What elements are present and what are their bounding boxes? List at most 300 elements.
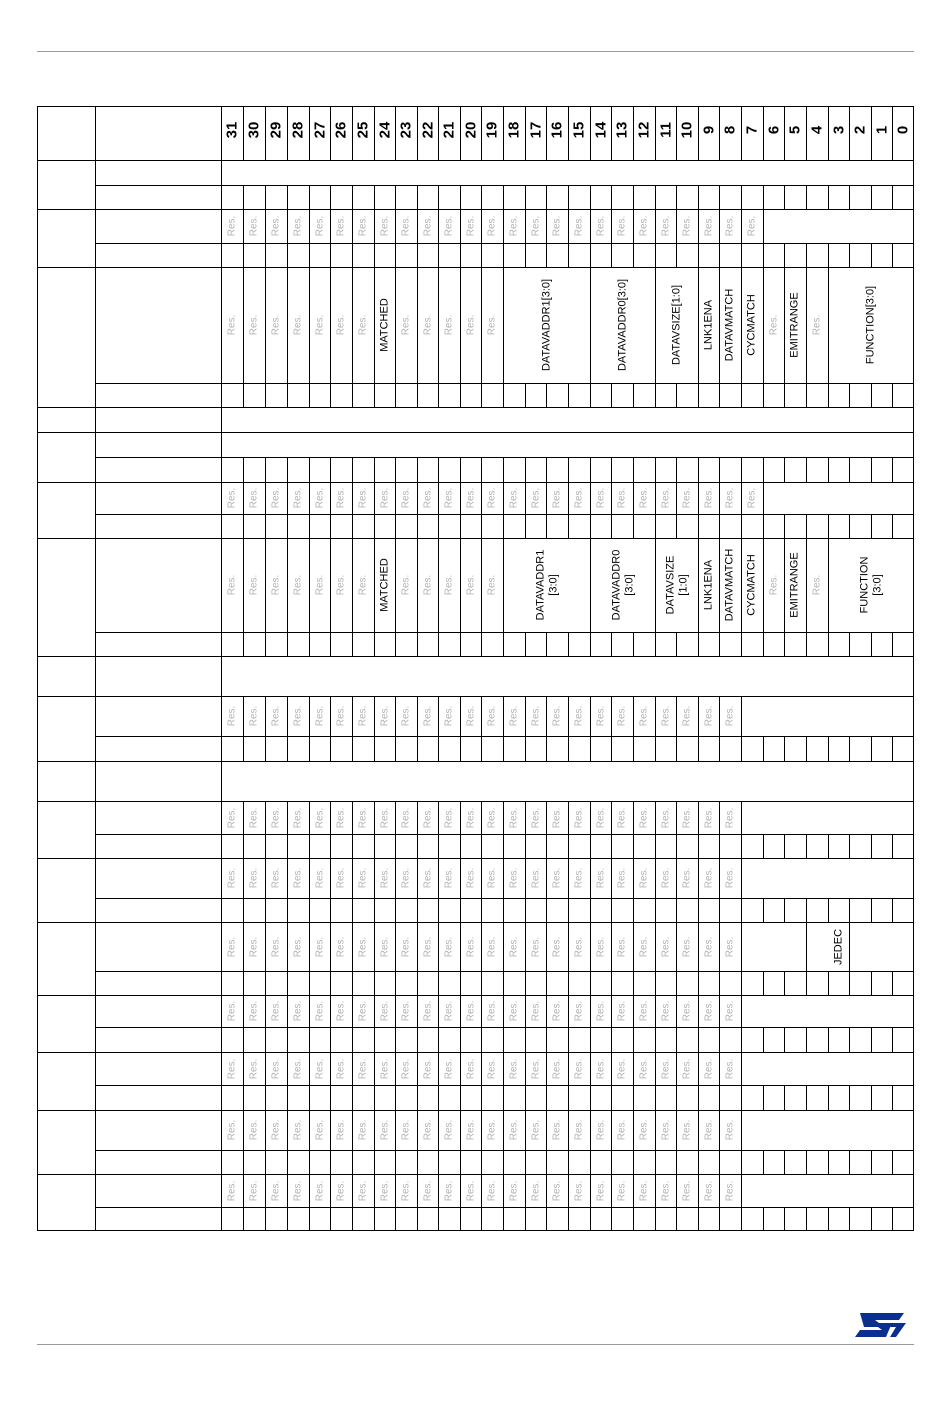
datavsize-field-line1: DATAVSIZE bbox=[663, 555, 676, 615]
reserved-bit-22 bbox=[417, 1110, 438, 1150]
bit-column-line bbox=[460, 632, 461, 656]
reserved-bit-23 bbox=[395, 1174, 417, 1207]
bit-column-line bbox=[849, 1085, 850, 1110]
reserved-bit-18 bbox=[503, 858, 525, 898]
row-separator bbox=[95, 632, 914, 633]
bit-column-line bbox=[633, 632, 634, 656]
bit-column-line bbox=[352, 514, 353, 538]
reserved-bit-31 bbox=[221, 858, 243, 898]
bit-column-line bbox=[676, 736, 677, 761]
reserved-bit-26 bbox=[330, 858, 352, 898]
row-separator bbox=[95, 383, 914, 384]
bit-column-line bbox=[719, 383, 720, 407]
bit-column-line bbox=[741, 514, 742, 538]
bit-column-line bbox=[417, 971, 418, 995]
bit-column-line bbox=[265, 1207, 266, 1230]
reserved-bit-8 bbox=[719, 858, 741, 898]
reserved-bit-20 bbox=[460, 1052, 481, 1085]
bit-column-line bbox=[676, 632, 677, 656]
reserved-bit-25-text: Res. bbox=[357, 215, 369, 237]
reserved-bit-25-text: Res. bbox=[357, 314, 369, 336]
reserved-bit-14 bbox=[590, 801, 611, 834]
bit-column-line bbox=[698, 1027, 699, 1052]
bit-header-18 bbox=[503, 106, 525, 160]
bit-header-2 bbox=[849, 106, 871, 160]
bit-header-10 bbox=[676, 106, 698, 160]
bit-column-line bbox=[503, 834, 504, 858]
bit-header-20 bbox=[460, 106, 481, 160]
bit-column-line bbox=[438, 898, 439, 922]
bit-column-line bbox=[633, 1207, 634, 1230]
reserved-bit-29-text: Res. bbox=[270, 936, 282, 957]
bit-column-line bbox=[871, 1085, 872, 1110]
reserved-bit-14-text: Res. bbox=[594, 1180, 606, 1201]
reserved-bit-11-text: Res. bbox=[659, 215, 671, 237]
bit-column-line bbox=[676, 185, 677, 209]
reserved-bit-22-text: Res. bbox=[421, 215, 433, 237]
bit-column-line bbox=[546, 243, 547, 267]
bit-column-line bbox=[460, 514, 461, 538]
reserved-bit-16-text: Res. bbox=[551, 1058, 563, 1079]
bit-column-line bbox=[481, 971, 482, 995]
reserved-bit-24-text: Res. bbox=[378, 215, 390, 237]
bit-column-line bbox=[525, 1027, 526, 1052]
bit-column-line bbox=[221, 632, 222, 656]
reserved-bit-11-text: Res. bbox=[659, 487, 671, 509]
reserved-bit-27-text: Res. bbox=[313, 807, 325, 828]
reserved-bit-25 bbox=[352, 1174, 374, 1207]
reserved-bit-12 bbox=[633, 1052, 655, 1085]
datavaddr1-field-line1: DATAVADDR1 bbox=[533, 549, 546, 621]
reserved-bit-26-text: Res. bbox=[335, 1119, 347, 1141]
reserved-bit-8 bbox=[719, 209, 741, 243]
bit-column-line bbox=[871, 243, 872, 267]
bit-column-line bbox=[871, 632, 872, 656]
bit-column-line bbox=[741, 1174, 742, 1207]
bit-column-line bbox=[741, 1052, 742, 1085]
bit-column-line bbox=[330, 457, 331, 482]
bit-column-line bbox=[698, 514, 699, 538]
reserved-bit-29 bbox=[265, 858, 287, 898]
bit-column-line bbox=[309, 1207, 310, 1230]
reserved-bit-18-text: Res. bbox=[508, 1058, 520, 1079]
bit-column-line bbox=[287, 243, 288, 267]
bit-column-line bbox=[503, 383, 504, 407]
reserved-bit-28 bbox=[287, 801, 309, 834]
bit-column-line bbox=[828, 1150, 829, 1174]
bit-column-line bbox=[460, 243, 461, 267]
bit-column-line bbox=[481, 185, 482, 209]
bit-column-line bbox=[828, 632, 829, 656]
bit-column-line bbox=[568, 1207, 569, 1230]
reserved-bit-8-text: Res. bbox=[724, 705, 736, 727]
bit-column-line bbox=[330, 185, 331, 209]
reserved-bit-23-text: Res. bbox=[400, 705, 412, 727]
cycmatch-field-text: CYCMATCH bbox=[745, 294, 758, 356]
bit-column-line bbox=[806, 1085, 807, 1110]
bit-column-line bbox=[849, 383, 850, 407]
bit-column-line bbox=[374, 514, 375, 538]
reserved-bit-14-text: Res. bbox=[594, 936, 606, 957]
reserved-bit-20-text: Res. bbox=[464, 574, 476, 596]
reserved-bit-27 bbox=[309, 858, 330, 898]
bit-column-line bbox=[417, 834, 418, 858]
reserved-bit-21 bbox=[438, 482, 460, 514]
bit-header-11-text: 11 bbox=[656, 122, 674, 138]
bit-column-line bbox=[719, 834, 720, 858]
reserved-bit-25-text: Res. bbox=[357, 807, 369, 828]
bit-column-line bbox=[806, 898, 807, 922]
bit-column-line bbox=[546, 1207, 547, 1230]
reserved-bit-20-text: Res. bbox=[464, 487, 476, 509]
reserved-bit-11-text: Res. bbox=[659, 807, 671, 828]
bit-column-line bbox=[892, 1085, 893, 1110]
bit-column-line bbox=[503, 1150, 504, 1174]
reserved-bit-31 bbox=[221, 267, 243, 383]
bit-column-line bbox=[221, 383, 222, 407]
reserved-bit-18-text: Res. bbox=[508, 705, 520, 727]
reserved-bit-16-text: Res. bbox=[551, 867, 563, 889]
reserved-bit-9 bbox=[698, 1052, 719, 1085]
bit-column-line bbox=[481, 457, 482, 482]
reserved-bit-27-text: Res. bbox=[313, 936, 325, 957]
bit-column-line bbox=[460, 383, 461, 407]
reserved-bit-13 bbox=[611, 696, 633, 736]
reserved-bit-22-text: Res. bbox=[421, 1119, 433, 1141]
reserved-bit-10-text: Res. bbox=[681, 1180, 693, 1201]
table-bottom-border bbox=[37, 1230, 914, 1231]
reserved-bit-17 bbox=[525, 1174, 546, 1207]
bit-column-line bbox=[374, 1085, 375, 1110]
bit-column-line bbox=[655, 1150, 656, 1174]
reserved-bit-27 bbox=[309, 482, 330, 514]
bit-column-line bbox=[352, 898, 353, 922]
reserved-bit-31 bbox=[221, 696, 243, 736]
reserved-bit-15-text: Res. bbox=[573, 1119, 585, 1141]
bit-column-line bbox=[417, 736, 418, 761]
reserved-bit-31 bbox=[221, 1174, 243, 1207]
bit-column-line bbox=[828, 383, 829, 407]
bit-column-line bbox=[481, 1207, 482, 1230]
reserved-bit-13 bbox=[611, 482, 633, 514]
bit-header-4-text: 4 bbox=[808, 125, 826, 135]
bit-column-line bbox=[438, 736, 439, 761]
bit-column-line bbox=[828, 898, 829, 922]
bit-column-line bbox=[676, 1150, 677, 1174]
reserved-bit-20-text: Res. bbox=[464, 867, 476, 889]
bit-column-line bbox=[374, 1150, 375, 1174]
reserved-bit-13-text: Res. bbox=[616, 215, 628, 237]
reserved-bit-30-text: Res. bbox=[248, 1119, 260, 1141]
reserved-bit-12-text: Res. bbox=[638, 867, 650, 889]
reserved-bit-21 bbox=[438, 858, 460, 898]
bit-column-line bbox=[784, 971, 785, 995]
reserved-bit-19 bbox=[481, 1174, 503, 1207]
bit-column-line bbox=[568, 1150, 569, 1174]
datavaddr0-field-text: DATAVADDR0[3:0] bbox=[616, 278, 629, 372]
reserved-bit-25-text: Res. bbox=[357, 1180, 369, 1201]
reserved-bit-11 bbox=[655, 801, 676, 834]
reserved-bit-30 bbox=[243, 1174, 265, 1207]
bit-column-line bbox=[698, 632, 699, 656]
bit-column-line bbox=[633, 243, 634, 267]
reserved-bit-30 bbox=[243, 858, 265, 898]
reserved-bit-9-text: Res. bbox=[702, 867, 714, 889]
bit-column-line bbox=[763, 185, 764, 209]
reserved-bit-27 bbox=[309, 538, 330, 632]
reserved-bit-27 bbox=[309, 267, 330, 383]
reserved-bit-20 bbox=[460, 267, 481, 383]
reserved-bit-31-text: Res. bbox=[226, 867, 238, 889]
bit-column-line bbox=[546, 736, 547, 761]
group-separator bbox=[37, 407, 914, 408]
bit-header-30 bbox=[243, 106, 265, 160]
bit-column-line bbox=[460, 898, 461, 922]
bit-column-line bbox=[849, 632, 850, 656]
reserved-bit-26-text: Res. bbox=[335, 705, 347, 727]
reserved-bit-4-text: Res. bbox=[811, 574, 823, 596]
bit-column-line bbox=[611, 1027, 612, 1052]
reserved-bit-16 bbox=[546, 801, 568, 834]
bit-column-line bbox=[828, 1207, 829, 1230]
reserved-bit-18-text: Res. bbox=[508, 215, 520, 237]
reserved-bit-23-text: Res. bbox=[400, 574, 412, 596]
bit-column-line bbox=[568, 1085, 569, 1110]
bit-column-line bbox=[330, 1207, 331, 1230]
reserved-bit-29-text: Res. bbox=[270, 1058, 282, 1079]
reserved-bit-10-text: Res. bbox=[681, 807, 693, 828]
reserved-bit-30 bbox=[243, 267, 265, 383]
bit-column-line bbox=[460, 457, 461, 482]
bit-column-line bbox=[221, 185, 222, 209]
reserved-bit-11 bbox=[655, 482, 676, 514]
reserved-bit-26 bbox=[330, 1110, 352, 1150]
reserved-bit-29-text: Res. bbox=[270, 867, 282, 889]
bit-header-8 bbox=[719, 106, 741, 160]
reserved-bit-19 bbox=[481, 858, 503, 898]
reserved-bit-27 bbox=[309, 995, 330, 1027]
bit-column-line bbox=[417, 185, 418, 209]
bit-column-line bbox=[460, 1027, 461, 1052]
reserved-bit-28-text: Res. bbox=[292, 867, 304, 889]
reserved-bit-29-text: Res. bbox=[270, 314, 282, 336]
reserved-bit-28 bbox=[287, 1052, 309, 1085]
reserved-bit-11-text: Res. bbox=[659, 1119, 671, 1141]
reserved-bit-30 bbox=[243, 482, 265, 514]
reserved-bit-10 bbox=[676, 858, 698, 898]
reserved-bit-23-text: Res. bbox=[400, 314, 412, 336]
bit-column-line bbox=[849, 1027, 850, 1052]
reserved-bit-21 bbox=[438, 696, 460, 736]
reserved-bit-21-text: Res. bbox=[443, 487, 455, 509]
bit-column-line bbox=[676, 243, 677, 267]
bit-column-line bbox=[309, 185, 310, 209]
bit-column-line bbox=[287, 632, 288, 656]
group-separator bbox=[37, 432, 914, 433]
bit-column-line bbox=[892, 1207, 893, 1230]
bit-column-line bbox=[546, 457, 547, 482]
bit-column-line bbox=[503, 243, 504, 267]
reserved-bit-12-text: Res. bbox=[638, 807, 650, 828]
reserved-bit-28-text: Res. bbox=[292, 314, 304, 336]
bit-column-line bbox=[309, 457, 310, 482]
bit-column-line bbox=[676, 834, 677, 858]
bit-column-line bbox=[590, 185, 591, 209]
reserved-bit-22 bbox=[417, 209, 438, 243]
jedec-field bbox=[828, 922, 849, 971]
bit-column-line bbox=[892, 1027, 893, 1052]
bit-column-line bbox=[395, 1085, 396, 1110]
reserved-bit-18-text: Res. bbox=[508, 1180, 520, 1201]
reserved-bit-26 bbox=[330, 696, 352, 736]
bit-column-line bbox=[221, 1150, 222, 1174]
bit-column-line bbox=[655, 514, 656, 538]
reserved-bit-21-text: Res. bbox=[443, 574, 455, 596]
reserved-bit-30 bbox=[243, 922, 265, 971]
bit-column-line bbox=[417, 1207, 418, 1230]
reserved-bit-26 bbox=[330, 801, 352, 834]
row-separator bbox=[95, 1150, 914, 1151]
reserved-bit-19-text: Res. bbox=[486, 314, 498, 336]
bit-header-7-text: 7 bbox=[743, 125, 761, 135]
bit-header-13-text: 13 bbox=[613, 121, 631, 139]
reserved-bit-30-text: Res. bbox=[248, 574, 260, 596]
bit-column-line bbox=[871, 834, 872, 858]
bit-column-line bbox=[676, 1027, 677, 1052]
reserved-bit-20-text: Res. bbox=[464, 215, 476, 237]
reserved-bit-31-text: Res. bbox=[226, 1180, 238, 1201]
bit-column-line bbox=[546, 1085, 547, 1110]
bit-column-line bbox=[481, 1085, 482, 1110]
bit-header-29 bbox=[265, 106, 287, 160]
bit-column-line bbox=[417, 1085, 418, 1110]
reserved-bit-16-text: Res. bbox=[551, 807, 563, 828]
reserved-bit-22 bbox=[417, 482, 438, 514]
reserved-bit-12-text: Res. bbox=[638, 705, 650, 727]
reserved-bit-19-text: Res. bbox=[486, 705, 498, 727]
bit-column-line bbox=[438, 1085, 439, 1110]
reserved-bit-31 bbox=[221, 1110, 243, 1150]
reserved-bit-18-text: Res. bbox=[508, 807, 520, 828]
bit-column-line bbox=[655, 736, 656, 761]
bit-column-line bbox=[352, 243, 353, 267]
reserved-bit-28-text: Res. bbox=[292, 807, 304, 828]
reserved-bit-15 bbox=[568, 922, 590, 971]
reserved-bit-29 bbox=[265, 801, 287, 834]
bit-column-line bbox=[438, 1207, 439, 1230]
reserved-bit-23-text: Res. bbox=[400, 487, 412, 509]
reserved-bit-14-text: Res. bbox=[594, 1058, 606, 1079]
bit-header-27-text: 27 bbox=[310, 121, 328, 139]
bit-column-line bbox=[719, 243, 720, 267]
reserved-bit-14-text: Res. bbox=[594, 1119, 606, 1141]
bit-column-line bbox=[784, 834, 785, 858]
bit-column-line bbox=[784, 514, 785, 538]
reserved-bit-23 bbox=[395, 922, 417, 971]
reserved-bit-31-text: Res. bbox=[226, 705, 238, 727]
bit-column-line bbox=[309, 383, 310, 407]
reserved-bit-31-text: Res. bbox=[226, 1058, 238, 1079]
bit-header-16-text: 16 bbox=[548, 121, 566, 139]
reserved-bit-31 bbox=[221, 1052, 243, 1085]
reserved-bit-24-text: Res. bbox=[378, 1119, 390, 1141]
bit-column-line bbox=[438, 514, 439, 538]
bit-column-line bbox=[243, 1027, 244, 1052]
bit-column-line bbox=[806, 632, 807, 656]
reserved-bit-26 bbox=[330, 995, 352, 1027]
bit-column-line bbox=[525, 898, 526, 922]
reserved-bit-11 bbox=[655, 995, 676, 1027]
bit-header-23 bbox=[395, 106, 417, 160]
reserved-bit-22 bbox=[417, 801, 438, 834]
bit-column-line bbox=[784, 383, 785, 407]
bit-column-line bbox=[828, 736, 829, 761]
function-field-line1: FUNCTION bbox=[858, 556, 871, 614]
bit-column-line bbox=[481, 514, 482, 538]
reserved-bit-17-text: Res. bbox=[529, 487, 541, 509]
reserved-bit-16-text: Res. bbox=[551, 487, 563, 509]
bit-column-line bbox=[698, 736, 699, 761]
bit-column-line bbox=[590, 1085, 591, 1110]
bit-column-line bbox=[265, 971, 266, 995]
bit-column-line bbox=[503, 185, 504, 209]
reserved-bit-19-text: Res. bbox=[486, 807, 498, 828]
bit-column-line bbox=[417, 898, 418, 922]
bit-column-line bbox=[719, 1207, 720, 1230]
bit-column-line bbox=[676, 514, 677, 538]
reserved-bit-29 bbox=[265, 1174, 287, 1207]
reserved-bit-27-text: Res. bbox=[313, 574, 325, 596]
reserved-bit-31-text: Res. bbox=[226, 487, 238, 509]
reserved-bit-30 bbox=[243, 209, 265, 243]
bit-column-line bbox=[546, 514, 547, 538]
bit-column-line bbox=[719, 632, 720, 656]
bit-column-line bbox=[806, 457, 807, 482]
bit-column-line bbox=[892, 834, 893, 858]
reserved-bit-21-text: Res. bbox=[443, 1058, 455, 1079]
bit-column-line bbox=[352, 971, 353, 995]
reserved-bit-24 bbox=[374, 801, 395, 834]
reserved-bit-22-text: Res. bbox=[421, 1180, 433, 1201]
bit-header-17-text: 17 bbox=[526, 121, 544, 139]
reserved-bit-25 bbox=[352, 538, 374, 632]
reserved-bit-30-text: Res. bbox=[248, 705, 260, 727]
reserved-bit-28-text: Res. bbox=[292, 936, 304, 957]
reserved-bit-15-text: Res. bbox=[573, 1180, 585, 1201]
reserved-bit-24 bbox=[374, 696, 395, 736]
bit-column-line bbox=[828, 834, 829, 858]
reserved-bit-6 bbox=[763, 267, 784, 383]
bit-column-line bbox=[719, 1150, 720, 1174]
reserved-bit-10-text: Res. bbox=[681, 1058, 693, 1079]
reserved-bit-11-text: Res. bbox=[659, 705, 671, 727]
reserved-bit-18 bbox=[503, 801, 525, 834]
reserved-bit-18 bbox=[503, 995, 525, 1027]
bit-column-line bbox=[828, 971, 829, 995]
bit-column-line bbox=[309, 243, 310, 267]
reserved-bit-16-text: Res. bbox=[551, 936, 563, 957]
bit-header-21-text: 21 bbox=[440, 121, 458, 139]
bit-column-line bbox=[374, 632, 375, 656]
reserved-bit-8 bbox=[719, 922, 741, 971]
reserved-bit-8 bbox=[719, 1110, 741, 1150]
reserved-bit-31 bbox=[221, 995, 243, 1027]
reserved-bit-12-text: Res. bbox=[638, 1058, 650, 1079]
bit-column-line bbox=[719, 1085, 720, 1110]
bit-column-line bbox=[374, 243, 375, 267]
bit-column-line bbox=[763, 898, 764, 922]
bit-column-line bbox=[892, 971, 893, 995]
